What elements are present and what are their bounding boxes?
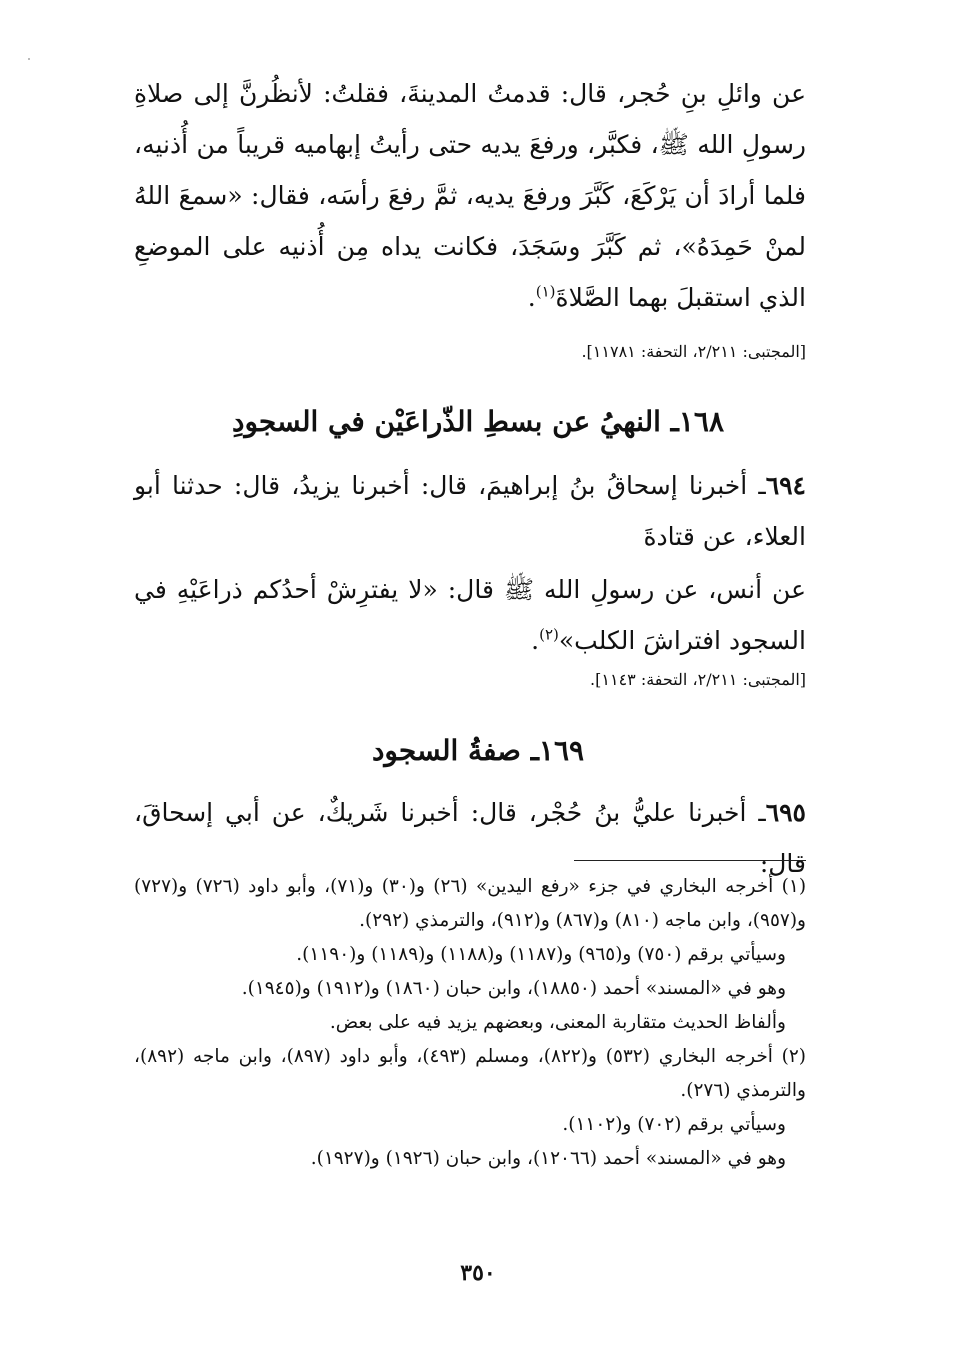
hadith-number-694: ٦٩٤	[765, 471, 806, 500]
footnote-ref-1: (١)	[535, 282, 556, 301]
footnote-1: (١) أخرجه البخاري في جزء «رفع اليدين» (٢٦) و(٣٠) و(٧١)، وأبو داود (٧٢٦) و(٧٢٧) و(٩٥٧)، وابن ماجه (٨١٠) و(٨٦٧) و(٩١٢)، والترمذي (٢٩٢).	[134, 876, 807, 931]
hadith-number-695: ٦٩٥	[765, 798, 806, 827]
footnote-2: (٢) أخرجه البخاري (٥٣٢) و(٨٢٢)، ومسلم (٤٩٣)، وأبو داود (٨٩٧)، وابن ماجه (٨٩٢)، والترمذي (٢٧٦).	[134, 1046, 807, 1101]
hadith-695-text: ٦٩٥ـ أخبرنا عليُّ بنُ حُجْر، قال: أخبرنا شَريكٌ، عن أبي إسحاقَ، قال:	[134, 798, 806, 878]
scan-speck	[28, 58, 30, 60]
footnote-1-line-3: وهو في «المسند» أحمد (١٨٨٥٠)، وابن حبان (١٨٦٠) و(١٩١٢) و(١٩٤٥).	[241, 978, 786, 999]
hadith-693-source: [المجتبى: ٢/٢١١، التحفة: ١١٧٨١].	[581, 342, 806, 361]
hadith-693-text: عن وائلِ بنِ حُجر، قال: قدمتُ المدينةَ، فقلتُ: لأنظُرنَّ إلى صلاةِ رسولِ الله ﷺ، فكبَّر، ورفعَ يديه حتى رأيتُ إبهاميه قريباً من أُذنيه، فلما أرادَ أن يَرْكَعَ، كَبَّرَ ورفعَ يديه، ثمَّ رفعَ رأسَه، فقال: «سمعَ اللهُ لمنْ حَمِدَهُ»، ثم كَبَّرَ وسَجَدَ، فكانت يداه مِن أُذنيه على الموضعِ الذي استقبلَ بهما الصَّلاةَ$^{(١)}$.	[134, 79, 806, 312]
hadith-694-isnad: ٦٩٤ـ أخبرنا إسحاقُ بنُ إبراهيمَ، قال: أخبرنا يزيدُ، قال: حدثنا أبو العلاء، عن قتادةَ	[134, 471, 806, 551]
hadith-694-matn: عن أنس، عن رسولِ الله ﷺ قال: «لا يفترِشْ أحدُكم ذراعَيْهِ في السجود افتراشَ الكلب»$^{(٢)}$.	[134, 575, 806, 655]
footnote-separator	[574, 860, 806, 861]
footnote-ref-2: (٢)	[539, 625, 559, 644]
footnote-1-line-4: وألفاظ الحديث متقاربة المعنى، وبعضهم يزيد فيه على بعض.	[329, 1012, 786, 1033]
footnote-1-line-2: وسيأتي برقم (٧٥٠) و(٩٦٥) و(١١٨٧) و(١١٨٨) و(١١٨٩) و(١١٩٠).	[296, 944, 786, 965]
hadith-694-source: [المجتبى: ٢/٢١١، التحفة: ١١٤٣].	[590, 670, 806, 689]
chapter-169-title: ١٦٩ـ صفةُ السجود	[371, 734, 585, 767]
footnote-2-line-3: وهو في «المسند» أحمد (١٢٠٦٦)، وابن حبان (١٩٢٦) و(١٩٢٧).	[310, 1148, 786, 1169]
footnote-2-line-2: وسيأتي برقم (٧٠٢) و(١١٠٢).	[562, 1114, 786, 1135]
chapter-168-title: ١٦٨ـ النهيُ عن بسطِ الذّراعَيْن في السجودِ	[232, 405, 724, 438]
page-number: ٣٥٠	[460, 1260, 496, 1286]
footnotes	[134, 870, 806, 1176]
